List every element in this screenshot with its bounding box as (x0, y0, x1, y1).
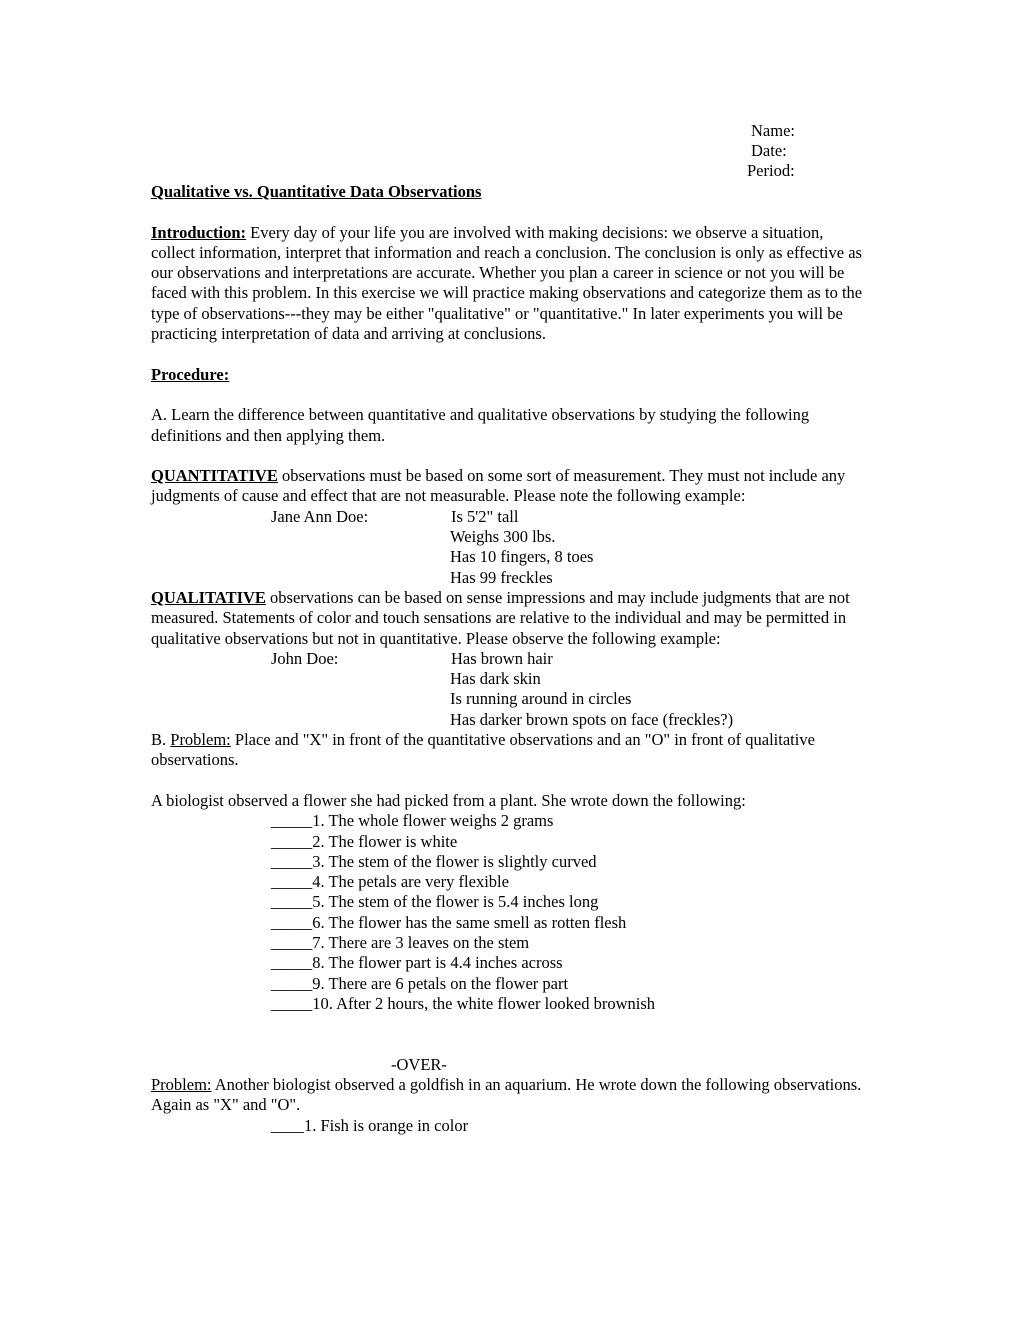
flower-item-6: _____6. The flower has the same smell as rotten flesh (271, 912, 627, 932)
quantitative-definition (151, 466, 871, 507)
flower-item-5: _____5. The stem of the flower is 5.4 inches long (271, 892, 599, 912)
introduction-label: Introduction: (151, 222, 247, 242)
procedure-label: Procedure: (151, 364, 230, 384)
problem-b-text: Place and "X" in front of the quantitative observations and an "O" in front of qualitative observations. (151, 730, 815, 770)
introduction (151, 223, 871, 345)
fish-item-1: ____1. Fish is orange in color (271, 1115, 469, 1135)
flower-item-4: _____4. The petals are very flexible (271, 872, 509, 892)
introduction-text: Every day of your life you are involved with making decisions: we observe a situation, collect information, interpret that information and reach a conclusion. The conclusion is only as effective as our observations and interpretations are accurate. Whether you plan a career in science or not you will be faced with this problem. In this exercise we will practice making observations and categorize them as to the type of observations---they may be either "qualitative" or "quantitative." In later experiments you will be practicing interpretation of data and arriving at conclusions. (151, 222, 863, 344)
flower-item-8: _____8. The flower part is 4.4 inches across (271, 953, 563, 973)
quantitative-example-subject: Jane Ann Doe: (271, 506, 369, 526)
problem-b (151, 730, 871, 771)
flower-item-10: _____10. After 2 hours, the white flower looked brownish (271, 993, 656, 1013)
problem-b-prefix: B. (151, 730, 171, 750)
quantitative-term: QUANTITATIVE (151, 466, 278, 486)
quantitative-example-item: Is 5'2" tall (451, 506, 519, 526)
problem-fish-text: Another biologist observed a goldfish in an aquarium. He wrote down the following observations. Again as "X" and "O". (151, 1075, 862, 1115)
qualitative-example-item: Has darker brown spots on face (freckles?) (450, 709, 734, 729)
quantitative-example-item: Weighs 300 lbs. (450, 527, 556, 547)
flower-item-7: _____7. There are 3 leaves on the stem (271, 932, 530, 952)
flower-intro: A biologist observed a flower she had picked from a plant. She wrote down the following: (151, 790, 746, 810)
quantitative-example-item: Has 99 freckles (450, 567, 553, 587)
problem-b-label: Problem: (170, 730, 231, 750)
quantitative-example-item: Has 10 fingers, 8 toes (450, 547, 594, 567)
document-body (151, 182, 871, 1136)
over-marker: -OVER- (391, 1054, 447, 1074)
qualitative-definition (151, 588, 871, 649)
flower-item-2: _____2. The flower is white (271, 831, 458, 851)
quantitative-text: observations must be based on some sort of measurement. They must not include any judgments of cause and effect that are not measurable. Please note the following example: (151, 466, 846, 506)
page-title: Qualitative vs. Quantitative Data Observations (151, 182, 482, 201)
problem-fish-label: Problem: (151, 1075, 212, 1095)
flower-item-3: _____3. The stem of the flower is slightly curved (271, 851, 597, 871)
problem-fish (151, 1075, 871, 1116)
qualitative-example-row (151, 649, 871, 669)
name-label: Name: (751, 121, 795, 140)
qualitative-example-item: Has dark skin (450, 669, 541, 689)
date-label: Date: (751, 141, 787, 160)
quantitative-example-row (151, 507, 871, 527)
period-label: Period: (747, 161, 795, 180)
qualitative-example-item: Has brown hair (451, 648, 553, 668)
qualitative-example-item: Is running around in circles (450, 689, 632, 709)
step-a: A. Learn the difference between quantitative and qualitative observations by studying the following definitions and then applying them. (151, 405, 810, 445)
qualitative-text: observations can be based on sense impressions and may include judgments that are not measured. Statements of color and touch sensations are relative to the individual and may be permitted in qualitative observations but not in quantitative. Please observe the following example: (151, 587, 850, 648)
qualitative-term: QUALITATIVE (151, 587, 266, 607)
flower-item-1: _____1. The whole flower weighs 2 grams (271, 811, 554, 831)
flower-item-9: _____9. There are 6 petals on the flower part (271, 973, 569, 993)
qualitative-example-subject: John Doe: (271, 648, 339, 668)
